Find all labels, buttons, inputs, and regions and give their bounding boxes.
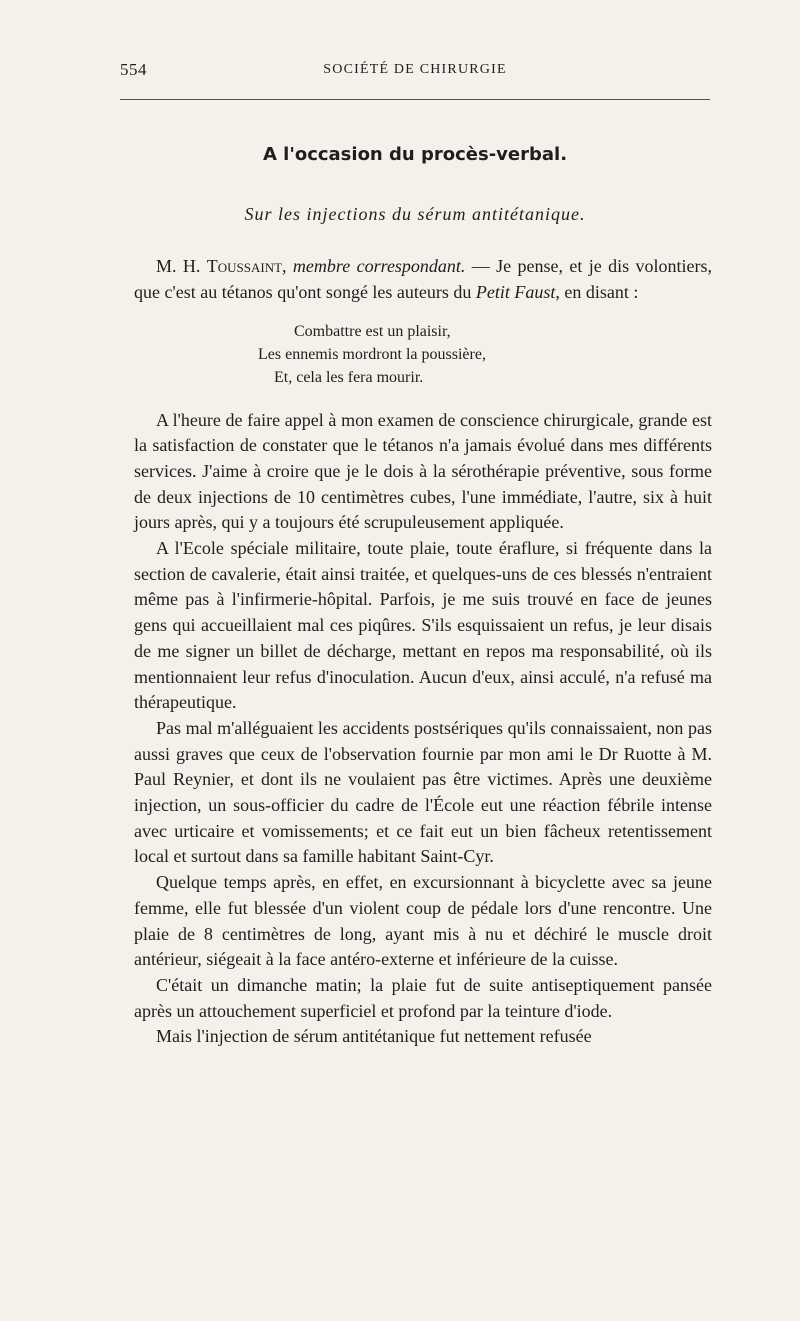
author-name: Toussaint [206, 256, 283, 276]
paragraph: Quelque temps après, en effet, en excursionnant à bicyclette avec sa jeune femme, elle fut blessée d'un violent coup de pédale lors d'une rencontre. Une plaie de 8 centimètres de long, ayant mis à nu et déchiré le muscle droit antérieur, siégeait à la face antéro-externe et inférieure de la cuisse. [134, 872, 712, 970]
opening-paragraph: M. H. Toussaint, membre correspondant. — Je pense, et je dis volontiers, que c'est au tétanos qu'ont songé les auteurs du Petit Faust, en disant : [134, 256, 712, 302]
article-body [134, 254, 712, 1050]
opening-text-1: — Je pense, et je dis volontiers, que c'est au tétanos qu'ont songé les auteurs du [134, 256, 712, 302]
journal-title: SOCIÉTÉ DE CHIRURGIE [323, 62, 507, 77]
article-subtitle: Sur les injections du sérum antitétanique. [244, 204, 586, 224]
paragraph: A l'Ecole spéciale militaire, toute plaie, toute éraflure, si fréquente dans la section de cavalerie, était ainsi traitée, et quelques-uns de ces blessés n'entraient même pas à l'infirmerie-hôpital. Parfois, je me suis trouvé en face de jeunes gens qui accueillaient mal ces piqûres. S'ils esquissaient un refus, je leur disais de me signer un billet de décharge, mettant en repos ma responsabilité, où ils mentionnaient leur refus d'inoculation. Aucun d'eux, ainsi acculé, n'a refusé ma thérapeutique. [134, 538, 712, 713]
verse-line: Les ennemis mordront la poussière, [258, 346, 486, 364]
article-title: A l'occasion du procès-verbal. [262, 144, 568, 165]
verse-quote [134, 321, 712, 389]
author-initials: M. H. [156, 256, 201, 276]
work-title: Petit Faust [475, 281, 556, 302]
header-divider [120, 99, 710, 100]
paragraph: C'était un dimanche matin; la plaie fut de suite antiseptiquement pansée après un attouchement superficiel et profond par la teinture d'iode. [134, 974, 712, 1021]
opening-text-2: , en disant : [555, 281, 639, 302]
verse-line: Et, cela les fera mourir. [274, 368, 424, 386]
running-head [120, 60, 710, 84]
author-role: membre correspondant. [292, 256, 466, 276]
page-number: 554 [120, 60, 147, 79]
verse-line: Combattre est un plaisir, [294, 323, 451, 341]
paragraph: Mais l'injection de sérum antitétanique fut nettement refusée [156, 1026, 592, 1047]
paragraph: A l'heure de faire appel à mon examen de conscience chirurgicale, grande est la satisfaction de constater que le tétanos n'a jamais évolué dans mes différents services. J'aime à croire que je le dois à la sérothérapie préventive, sous forme de deux injections de 10 centimètres cubes, l'une immédiate, l'autre, six à huit jours après, qui y a toujours été scrupuleusement appliquée. [134, 409, 712, 533]
paragraph: Pas mal m'alléguaient les accidents postsériques qu'ils connaissaient, non pas aussi graves que ceux de l'observation fournie par mon ami le Dr Ruotte à M. Paul Reynier, et dont ils ne voulaient pas être victimes. Après une deuxième injection, un sous-officier du cadre de l'École eut une réaction fébrile intense avec urticaire et vomissements; et ce fait eut un bien fâcheux retentissement local et surtout dans sa famille habitant Saint-Cyr. [134, 717, 712, 867]
